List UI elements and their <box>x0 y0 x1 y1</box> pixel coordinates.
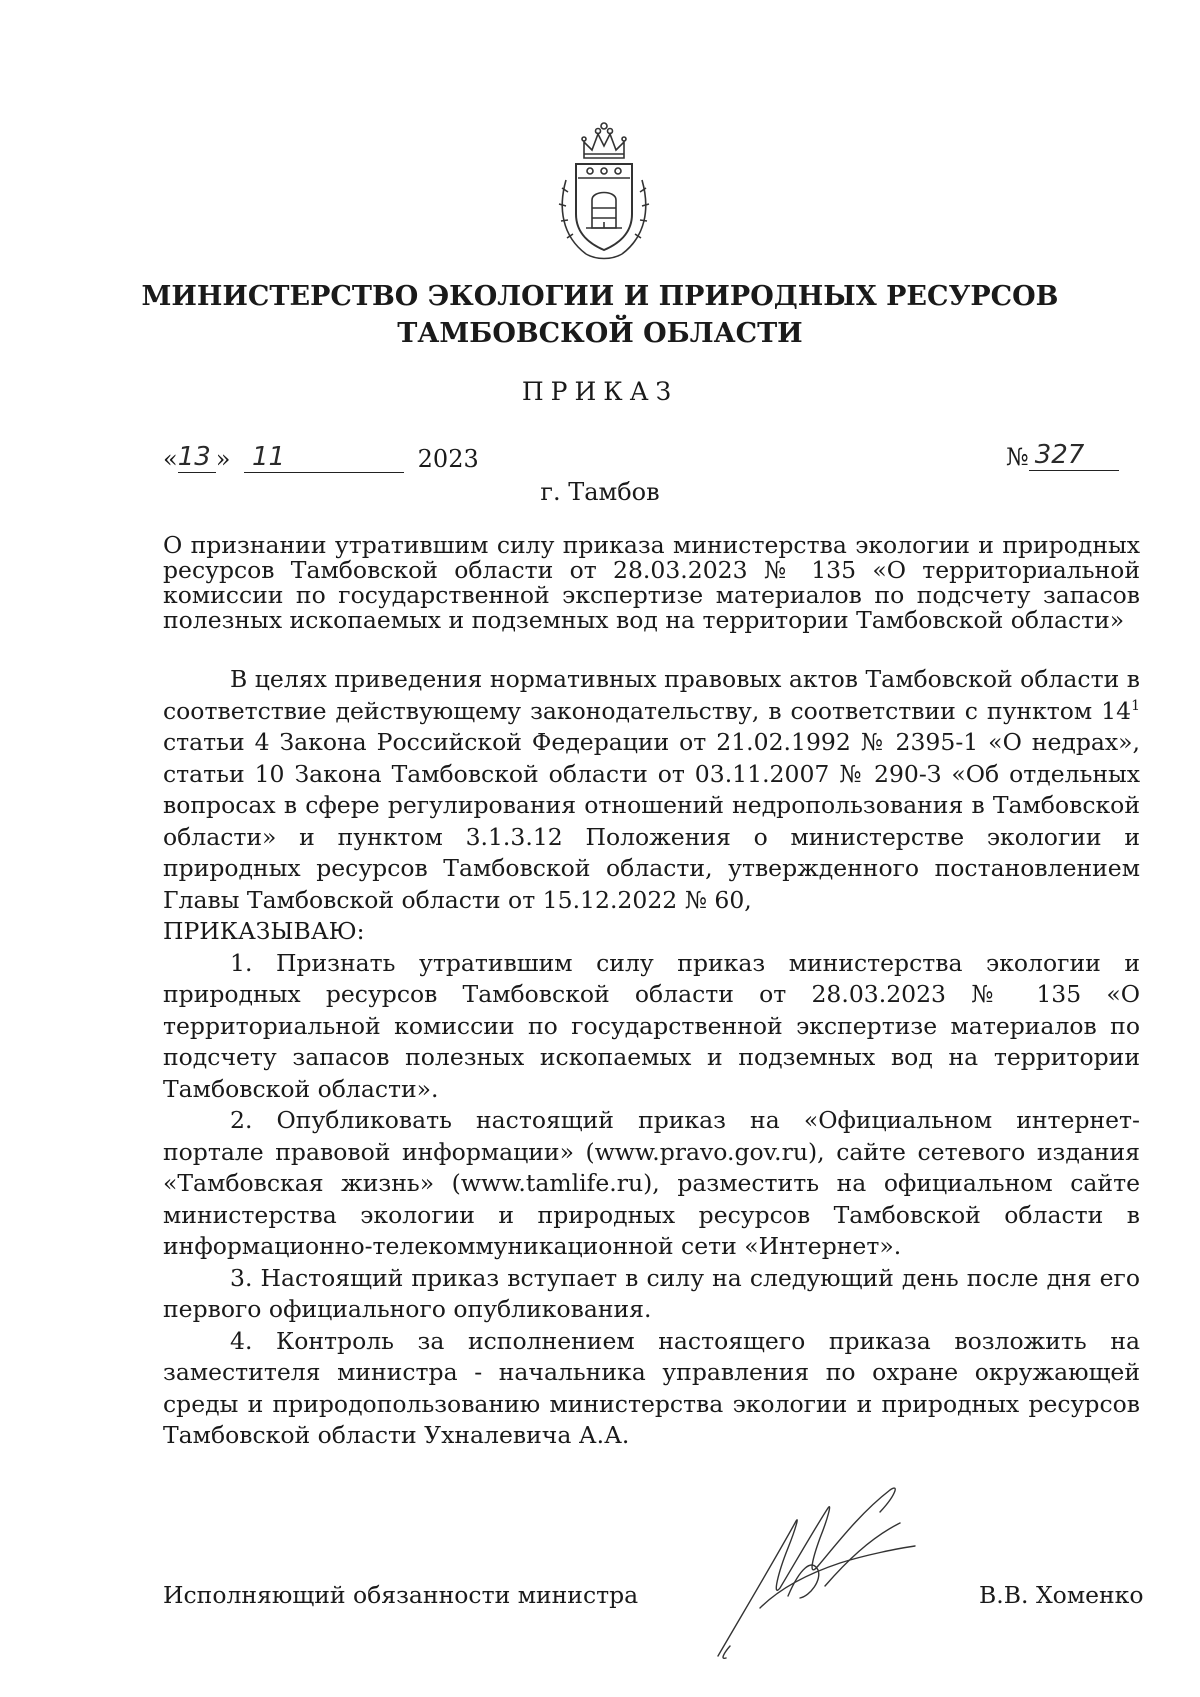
number-sign: № <box>1006 443 1029 471</box>
date-day: 13 <box>177 442 211 472</box>
document-city: г. Тамбов <box>540 478 660 506</box>
ministry-name-line1: МИНИСТЕРСТВО ЭКОЛОГИИ И ПРИРОДНЫХ РЕСУРСОВ <box>141 281 1059 312</box>
document-date <box>163 442 479 473</box>
coat-of-arms-icon <box>556 118 652 268</box>
preamble-text-1: В целях приведения нормативных правовых актов Тамбовской области в соответствие действующему законодательству, в соответствии с пунктом 14 <box>163 665 1140 725</box>
signer-name: В.В. Хоменко <box>979 1581 1144 1609</box>
item-2: 2. Опубликовать настоящий приказ на «Официальном интернет-портале правовой информации» (www.pravo.gov.ru), сайте сетевого издания «Тамбовская жизнь» (www.tamlife.ru), разместить на официальном сайте министерства экологии и природных ресурсов Тамбовской области в информационно-телекоммуникационной сети «Интернет». <box>163 1106 1140 1260</box>
number-value: 327 <box>1034 440 1085 470</box>
document-title: О признании утратившим силу приказа министерства экологии и природных ресурсов Тамбовской области от 28.03.2023 № 135 «О территориальной комиссии по государственной экспертизе материалов по подсчету запасов полезных ископаемых и подземных вод на территории Тамбовской области» <box>163 531 1140 634</box>
item-4: 4. Контроль за исполнением настоящего приказа возложить на заместителя министра - начальника управления по охране окружающей среды и природопользованию министерства экологии и природных ресурсов Тамбовской области Ухналевича А.А. <box>163 1326 1140 1449</box>
preamble <box>163 664 1140 916</box>
ministry-name-line2: ТАМБОВСКОЙ ОБЛАСТИ <box>397 318 803 349</box>
signer-position: Исполняющий обязанности министра <box>163 1581 639 1609</box>
document-body <box>163 664 1140 1452</box>
date-year: 2023 <box>417 445 479 473</box>
document-number <box>1006 440 1119 471</box>
item-3: 3. Настоящий приказ вступает в силу на следующий день после дня его первого официального опубликования. <box>163 1263 1140 1323</box>
date-quote-close: » <box>215 445 231 473</box>
date-month: 11 <box>252 442 286 472</box>
item-1: 1. Признать утратившим силу приказ министерства экологии и природных ресурсов Тамбовской области от 28.03.2023 № 135 «О территориальной комиссии по государственной экспертизе материалов по подсчету запасов полезных ископаемых и подземных вод на территории Тамбовской области». <box>163 948 1140 1103</box>
document-type: ПРИКАЗ <box>521 377 679 406</box>
ministry-name <box>100 278 1100 352</box>
preamble-sup: 1 <box>1131 697 1140 714</box>
preamble-text-2: статьи 4 Закона Российской Федерации от 21.02.1992 № 2395-1 «О недрах», статьи 10 Закона Тамбовской области от 03.11.2007 № 290-З «Об отдельных вопросах в сфере регулирования отношений недропользования в Тамбовской области» и пунктом 3.1.3.12 Положения о министерстве экологии и природных ресурсов Тамбовской области, утвержденного постановлением Главы Тамбовской области от 15.12.2022 № 60, <box>163 728 1140 914</box>
order-word: ПРИКАЗЫВАЮ: <box>163 917 365 945</box>
date-quote-open: « <box>163 445 178 473</box>
handwritten-signature-icon <box>700 1468 930 1668</box>
